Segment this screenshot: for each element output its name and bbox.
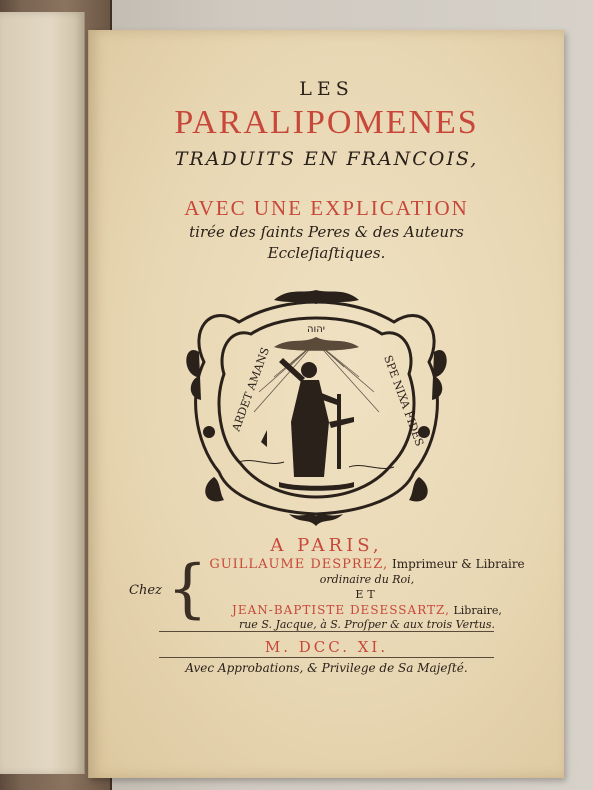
publisher-1-name: GUILLAUME DESPREZ, — [209, 557, 389, 572]
emblem-hebrew: יהוה — [306, 324, 326, 335]
privilege-line: Avec Approbations, & Privilege de Sa Majeſté. — [185, 661, 468, 675]
publisher-1-role: Imprimeur & Libraire — [391, 557, 525, 571]
emblem-motto-right: SPE NIXA FIDES — [381, 353, 427, 448]
publisher-2 — [185, 603, 549, 617]
rule-bottom — [159, 657, 494, 658]
publisher-1 — [185, 557, 549, 572]
brace-glyph: { — [167, 552, 208, 626]
printer-device-emblem — [179, 282, 454, 527]
publisher-2-address: rue S. Jacque, à S. Proſper & aux trois Vertus. — [238, 618, 496, 631]
rule-top — [159, 631, 494, 632]
publisher-1-role-2: ordinaire du Roi, — [319, 573, 415, 586]
publisher-2-role: Libraire, — [453, 604, 502, 617]
subtitle: TRADUITS EN FRANCOIS, — [174, 148, 479, 170]
book-endpaper — [0, 12, 85, 774]
imprint-city: A PARIS, — [270, 535, 383, 556]
explication-line: tirée des ſaints Peres & des Auteurs — [189, 223, 464, 241]
et-label: ET — [355, 588, 379, 601]
title-page — [88, 30, 564, 778]
title-les: LES — [299, 78, 354, 100]
chez-label: Chez — [129, 583, 162, 598]
emblem-motto-left: ARDET AMANS — [229, 345, 272, 434]
imprint-date: M. DCC. XI. — [264, 638, 389, 656]
main-title: PARALIPOMENES — [174, 104, 479, 141]
explication-heading: AVEC UNE EXPLICATION — [184, 196, 469, 220]
publisher-2-name: JEAN-BAPTISTE DESESSARTZ, — [232, 603, 450, 617]
publisher-block — [129, 552, 549, 633]
explication-line-2: Eccleſiaſtiques. — [267, 244, 386, 262]
